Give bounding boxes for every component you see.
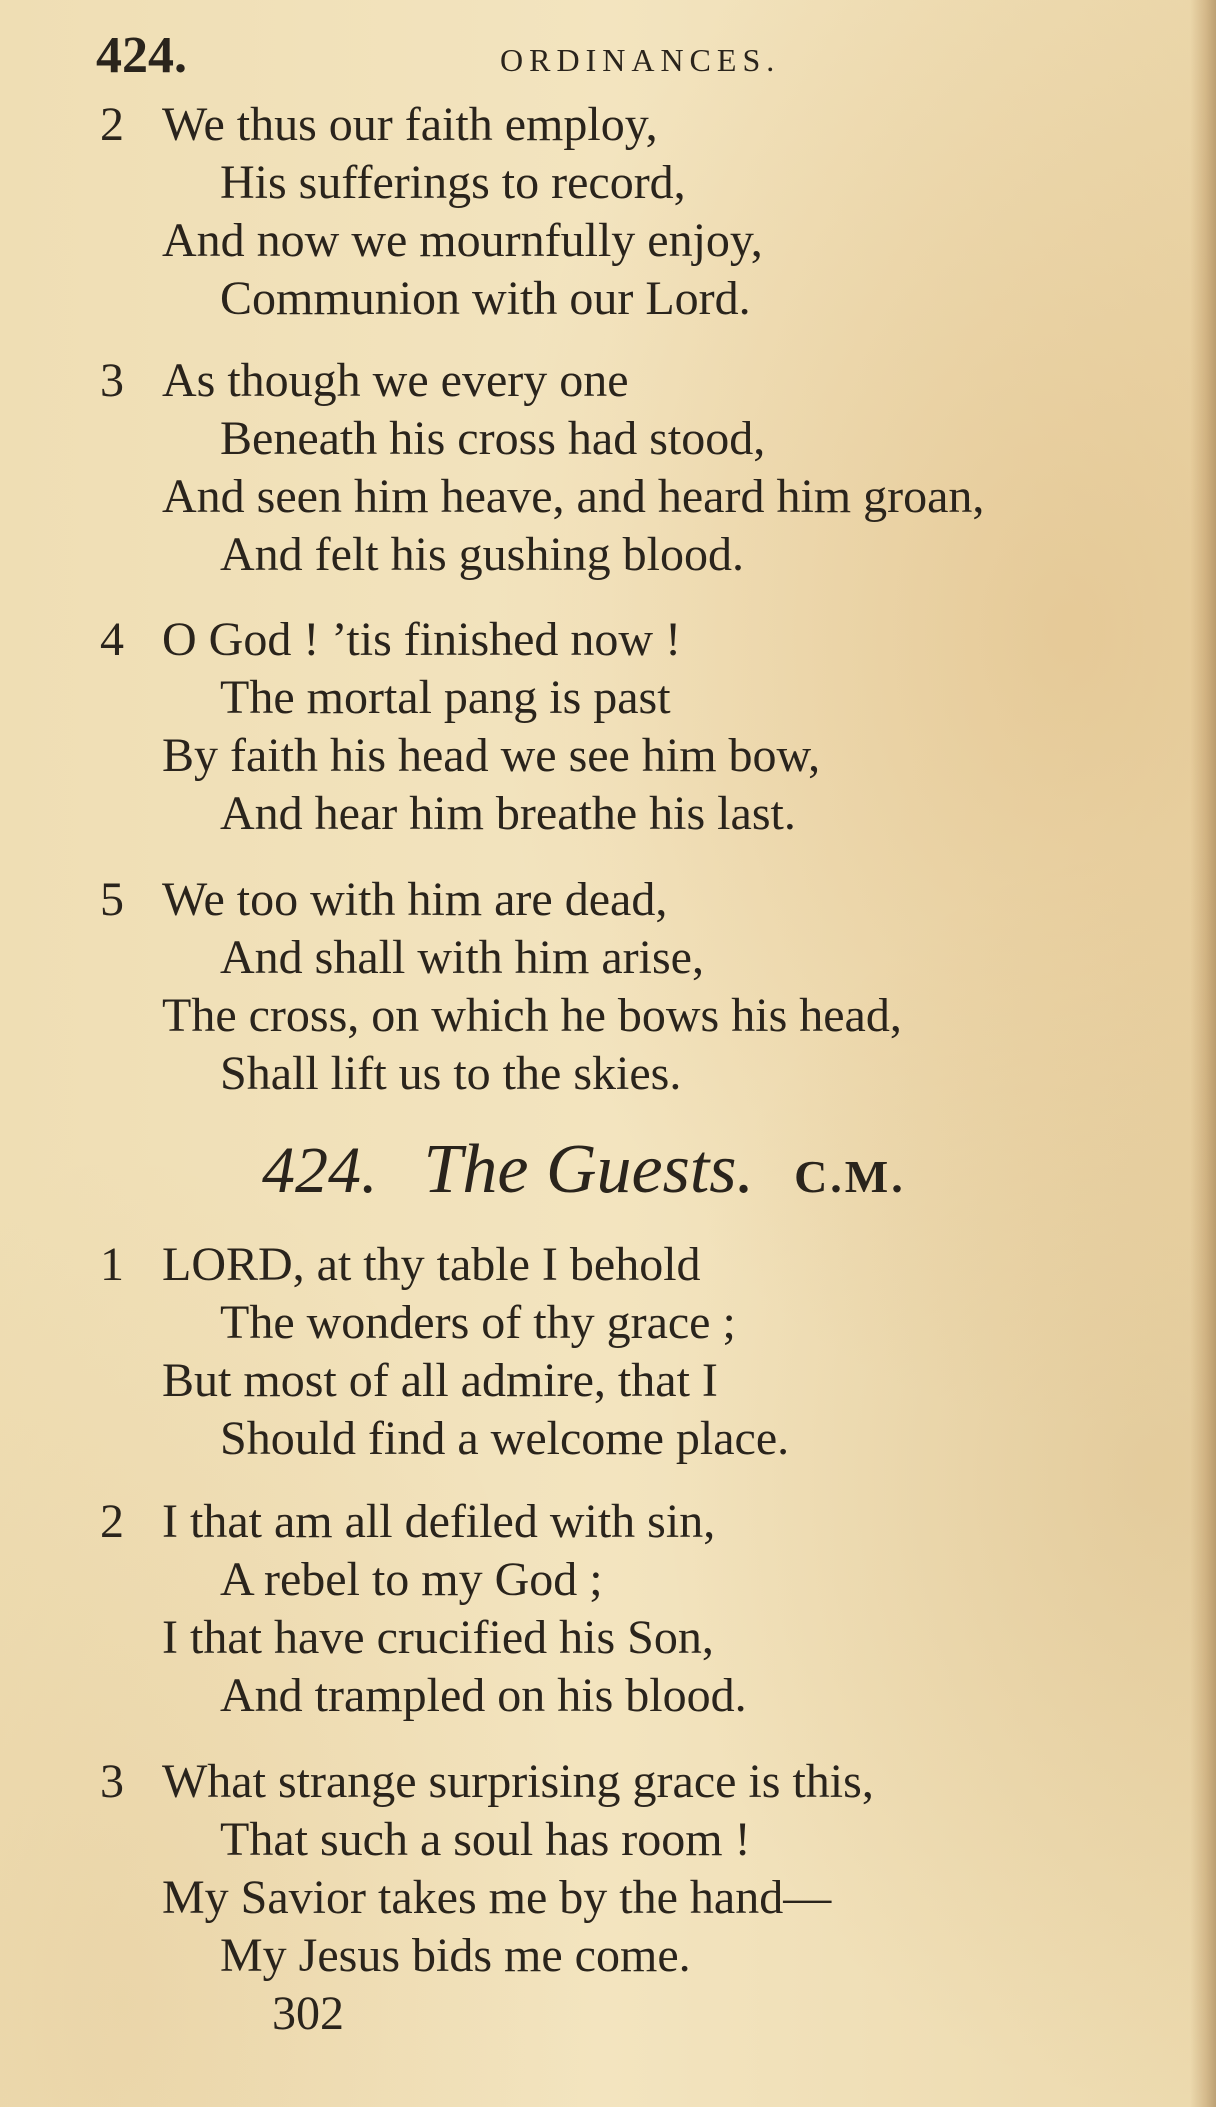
verse-line — [100, 669, 1190, 727]
verse-line — [100, 987, 1190, 1045]
verse-line-text: A rebel to my God ; — [220, 1553, 603, 1606]
verse-line — [100, 1493, 1190, 1551]
verse-line — [100, 352, 1190, 410]
hymn-name: The Guests. — [423, 1131, 755, 1208]
verse-line-text: LORD, at thy table I behold — [162, 1238, 701, 1291]
page-number: 302 — [272, 1987, 344, 2040]
verse-line — [100, 212, 1190, 270]
verse-number: 5 — [100, 873, 124, 926]
verse-number: 2 — [100, 98, 124, 151]
verse-line — [100, 1667, 1190, 1725]
verse-line — [100, 1551, 1190, 1609]
verse-prev-5 — [100, 871, 1190, 1103]
verse-line — [100, 727, 1190, 785]
verse-line-text: I that am all defiled with sin, — [162, 1495, 716, 1548]
verse-line-text: The cross, on which he bows his head, — [162, 989, 902, 1042]
verse-line-text: We too with him are dead, — [162, 873, 668, 926]
verse-line-text: And trampled on his blood. — [220, 1669, 747, 1722]
verse-line — [100, 96, 1190, 154]
verse-line-text: The mortal pang is past — [220, 671, 671, 724]
verse-line-text: As though we every one — [162, 354, 629, 407]
verse-number: 1 — [100, 1238, 124, 1291]
verse-line-text: And now we mournfully enjoy, — [162, 214, 763, 267]
verse-number: 3 — [100, 1755, 124, 1808]
verse-line-text: His sufferings to record, — [220, 156, 686, 209]
hymn-meter: C.M. — [794, 1151, 906, 1202]
verse-line — [100, 1927, 1190, 1985]
verse-line — [100, 154, 1190, 212]
verse-prev-3 — [100, 352, 1190, 584]
verse-line — [100, 611, 1190, 669]
verse-line-text: And shall with him arise, — [220, 931, 704, 984]
verse-line-text: My Savior takes me by the hand— — [162, 1871, 832, 1924]
verse-number: 3 — [100, 354, 124, 407]
verse-line — [100, 871, 1190, 929]
verse-line-text: My Jesus bids me come. — [220, 1929, 691, 1982]
verse-line — [100, 1410, 1190, 1468]
verse-line — [100, 1869, 1190, 1927]
verse-line-text: The wonders of thy grace ; — [220, 1296, 736, 1349]
verse-line-text: Should find a welcome place. — [220, 1412, 790, 1465]
verse-line — [100, 929, 1190, 987]
verse-line — [100, 1236, 1190, 1294]
verse-line — [100, 526, 1190, 584]
header-section-title: ORDINANCES. — [500, 42, 781, 78]
verse-line-text: O God ! ’tis finished now ! — [162, 613, 682, 666]
verse-line-text: I that have crucified his Son, — [162, 1611, 714, 1664]
verse-number: 4 — [100, 613, 124, 666]
verse-3 — [100, 1753, 1190, 1985]
verse-line-text: By faith his head we see him bow, — [162, 729, 821, 782]
verse-line — [100, 468, 1190, 526]
verse-line-text: But most of all admire, that I — [162, 1354, 718, 1407]
verse-line — [100, 1045, 1190, 1103]
verse-2 — [100, 1493, 1190, 1725]
verse-line — [100, 1352, 1190, 1410]
header-hymn-number: 424. — [96, 27, 187, 84]
verse-line — [100, 270, 1190, 328]
verse-line — [100, 1753, 1190, 1811]
running-header — [96, 20, 856, 90]
verse-line — [100, 1609, 1190, 1667]
verse-line — [100, 410, 1190, 468]
verse-line-text: What strange surprising grace is this, — [162, 1755, 874, 1808]
verse-line-text: We thus our faith employ, — [162, 98, 658, 151]
page-edge-shadow — [1190, 0, 1216, 2107]
verse-line — [100, 785, 1190, 843]
verse-1 — [100, 1236, 1190, 1468]
verse-number: 2 — [100, 1495, 124, 1548]
verse-line-text: Communion with our Lord. — [220, 272, 751, 325]
verse-line-text: Shall lift us to the skies. — [220, 1047, 682, 1100]
verse-line-text: Beneath his cross had stood, — [220, 412, 766, 465]
verse-prev-2 — [100, 96, 1190, 328]
verse-line-text: And hear him breathe his last. — [220, 787, 796, 840]
verse-line-text: And felt his gushing blood. — [220, 528, 744, 581]
hymn-number: 424. — [262, 1134, 378, 1207]
verse-line-text: And seen him heave, and heard him groan, — [162, 470, 985, 523]
hymn-title — [262, 1130, 1142, 1210]
verse-prev-4 — [100, 611, 1190, 843]
verse-line — [100, 1811, 1190, 1869]
verse-line — [100, 1294, 1190, 1352]
verse-line-text: That such a soul has room ! — [220, 1813, 751, 1866]
